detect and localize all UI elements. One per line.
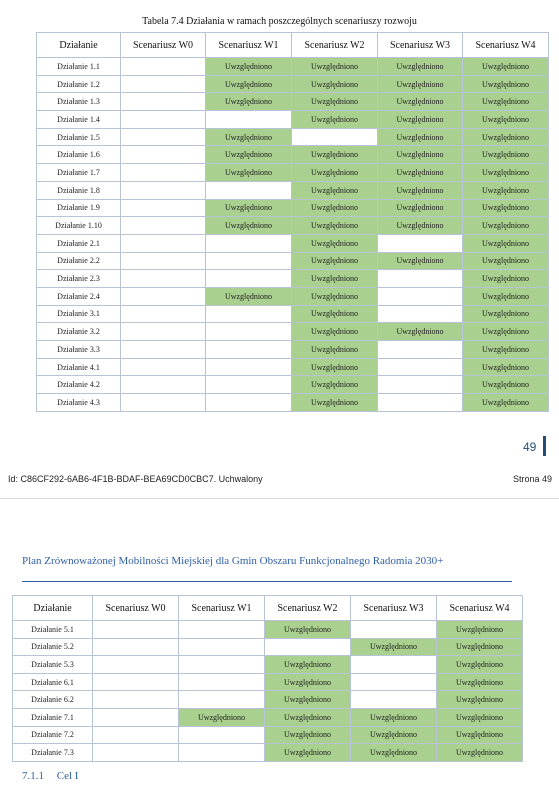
included-cell: Uwzględniono bbox=[265, 656, 351, 674]
empty-cell bbox=[121, 217, 206, 235]
page-number: 49 bbox=[523, 440, 537, 454]
empty-cell bbox=[93, 726, 179, 744]
empty-cell bbox=[121, 146, 206, 164]
included-cell: Uwzględniono bbox=[437, 708, 523, 726]
empty-cell bbox=[93, 673, 179, 691]
column-header: Scenariusz W3 bbox=[378, 33, 463, 58]
included-cell: Uwzględniono bbox=[463, 341, 549, 359]
empty-cell bbox=[378, 234, 463, 252]
included-cell: Uwzględniono bbox=[463, 146, 549, 164]
included-cell: Uwzględniono bbox=[351, 726, 437, 744]
table-row bbox=[37, 111, 549, 129]
included-cell: Uwzględniono bbox=[378, 58, 463, 76]
action-name-cell: Działanie 5.3 bbox=[13, 656, 93, 674]
included-cell: Uwzględniono bbox=[179, 708, 265, 726]
included-cell: Uwzględniono bbox=[206, 164, 292, 182]
included-cell: Uwzględniono bbox=[292, 341, 378, 359]
included-cell: Uwzględniono bbox=[292, 111, 378, 129]
included-cell: Uwzględniono bbox=[292, 164, 378, 182]
page-footer-label: Strona 49 bbox=[512, 474, 552, 484]
empty-cell bbox=[206, 252, 292, 270]
action-name-cell: Działanie 1.3 bbox=[37, 93, 121, 111]
empty-cell bbox=[179, 744, 265, 762]
included-cell: Uwzględniono bbox=[463, 128, 549, 146]
empty-cell bbox=[179, 656, 265, 674]
included-cell: Uwzględniono bbox=[378, 199, 463, 217]
table-row bbox=[13, 673, 523, 691]
included-cell: Uwzględniono bbox=[463, 111, 549, 129]
empty-cell bbox=[179, 673, 265, 691]
included-cell: Uwzględniono bbox=[463, 58, 549, 76]
empty-cell bbox=[378, 305, 463, 323]
action-name-cell: Działanie 4.3 bbox=[37, 394, 121, 412]
table-row bbox=[37, 93, 549, 111]
empty-cell bbox=[121, 358, 206, 376]
included-cell: Uwzględniono bbox=[292, 58, 378, 76]
included-cell: Uwzględniono bbox=[351, 744, 437, 762]
included-cell: Uwzględniono bbox=[378, 128, 463, 146]
action-name-cell: Działanie 1.8 bbox=[37, 181, 121, 199]
empty-cell bbox=[378, 394, 463, 412]
included-cell: Uwzględniono bbox=[265, 744, 351, 762]
included-cell: Uwzględniono bbox=[292, 146, 378, 164]
table-row bbox=[37, 270, 549, 288]
table-row bbox=[37, 252, 549, 270]
included-cell: Uwzględniono bbox=[437, 621, 523, 639]
table-row bbox=[37, 376, 549, 394]
action-name-cell: Działanie 6.1 bbox=[13, 673, 93, 691]
empty-cell bbox=[121, 394, 206, 412]
page-separator bbox=[0, 498, 559, 499]
included-cell: Uwzględniono bbox=[437, 673, 523, 691]
empty-cell bbox=[121, 252, 206, 270]
included-cell: Uwzględniono bbox=[378, 252, 463, 270]
table-row bbox=[13, 621, 523, 639]
included-cell: Uwzględniono bbox=[463, 270, 549, 288]
empty-cell bbox=[93, 744, 179, 762]
included-cell: Uwzględniono bbox=[463, 358, 549, 376]
section-number: 7.1.1 bbox=[22, 770, 44, 782]
table-row bbox=[13, 744, 523, 762]
empty-cell bbox=[93, 691, 179, 709]
empty-cell bbox=[206, 341, 292, 359]
table-row bbox=[37, 358, 549, 376]
table-row bbox=[37, 75, 549, 93]
column-header: Scenariusz W3 bbox=[351, 596, 437, 621]
included-cell: Uwzględniono bbox=[206, 75, 292, 93]
included-cell: Uwzględniono bbox=[378, 217, 463, 235]
title-underline bbox=[22, 581, 512, 582]
action-name-cell: Działanie 7.3 bbox=[13, 744, 93, 762]
empty-cell bbox=[121, 128, 206, 146]
included-cell: Uwzględniono bbox=[265, 708, 351, 726]
action-name-cell: Działanie 1.5 bbox=[37, 128, 121, 146]
empty-cell bbox=[121, 341, 206, 359]
empty-cell bbox=[121, 75, 206, 93]
included-cell: Uwzględniono bbox=[463, 323, 549, 341]
column-header: Scenariusz W0 bbox=[121, 33, 206, 58]
column-header: Scenariusz W1 bbox=[179, 596, 265, 621]
document-id-footer: Id: C86CF292-6AB6-4F1B-BDAF-BEA69CD0CBC7. Uchwalony bbox=[8, 474, 263, 484]
included-cell: Uwzględniono bbox=[378, 164, 463, 182]
included-cell: Uwzględniono bbox=[292, 376, 378, 394]
table-row bbox=[37, 234, 549, 252]
action-name-cell: Działanie 1.6 bbox=[37, 146, 121, 164]
included-cell: Uwzględniono bbox=[292, 323, 378, 341]
table-row bbox=[13, 638, 523, 656]
action-name-cell: Działanie 4.2 bbox=[37, 376, 121, 394]
table-row bbox=[37, 217, 549, 235]
included-cell: Uwzględniono bbox=[463, 252, 549, 270]
empty-cell bbox=[206, 270, 292, 288]
included-cell: Uwzględniono bbox=[292, 252, 378, 270]
included-cell: Uwzględniono bbox=[463, 394, 549, 412]
action-name-cell: Działanie 3.3 bbox=[37, 341, 121, 359]
action-name-cell: Działanie 3.2 bbox=[37, 323, 121, 341]
empty-cell bbox=[351, 621, 437, 639]
included-cell: Uwzględniono bbox=[292, 234, 378, 252]
empty-cell bbox=[121, 305, 206, 323]
column-header: Scenariusz W1 bbox=[206, 33, 292, 58]
action-name-cell: Działanie 2.4 bbox=[37, 287, 121, 305]
action-name-cell: Działanie 6.2 bbox=[13, 691, 93, 709]
included-cell: Uwzględniono bbox=[463, 287, 549, 305]
empty-cell bbox=[351, 691, 437, 709]
column-header: Działanie bbox=[13, 596, 93, 621]
included-cell: Uwzględniono bbox=[265, 726, 351, 744]
action-name-cell: Działanie 3.1 bbox=[37, 305, 121, 323]
included-cell: Uwzględniono bbox=[292, 305, 378, 323]
included-cell: Uwzględniono bbox=[463, 199, 549, 217]
empty-cell bbox=[93, 656, 179, 674]
included-cell: Uwzględniono bbox=[351, 638, 437, 656]
action-name-cell: Działanie 1.7 bbox=[37, 164, 121, 182]
included-cell: Uwzględniono bbox=[463, 93, 549, 111]
included-cell: Uwzględniono bbox=[206, 146, 292, 164]
empty-cell bbox=[351, 656, 437, 674]
included-cell: Uwzględniono bbox=[437, 744, 523, 762]
column-header: Scenariusz W4 bbox=[463, 33, 549, 58]
included-cell: Uwzględniono bbox=[463, 234, 549, 252]
included-cell: Uwzględniono bbox=[206, 93, 292, 111]
empty-cell bbox=[206, 358, 292, 376]
table-row bbox=[37, 323, 549, 341]
empty-cell bbox=[179, 691, 265, 709]
empty-cell bbox=[378, 270, 463, 288]
empty-cell bbox=[378, 341, 463, 359]
empty-cell bbox=[206, 234, 292, 252]
empty-cell bbox=[121, 323, 206, 341]
action-name-cell: Działanie 2.2 bbox=[37, 252, 121, 270]
document-title: Plan Zrównoważonej Mobilności Miejskiej dla Gmin Obszaru Funkcjonalnego Radomia 2030+ bbox=[22, 555, 444, 567]
included-cell: Uwzględniono bbox=[292, 287, 378, 305]
included-cell: Uwzględniono bbox=[378, 75, 463, 93]
table-row bbox=[37, 146, 549, 164]
empty-cell bbox=[206, 394, 292, 412]
table-row bbox=[37, 287, 549, 305]
empty-cell bbox=[378, 376, 463, 394]
included-cell: Uwzględniono bbox=[292, 217, 378, 235]
table-row bbox=[37, 394, 549, 412]
included-cell: Uwzględniono bbox=[463, 376, 549, 394]
included-cell: Uwzględniono bbox=[463, 305, 549, 323]
empty-cell bbox=[378, 287, 463, 305]
table-row bbox=[37, 305, 549, 323]
section-heading bbox=[22, 770, 78, 782]
included-cell: Uwzględniono bbox=[206, 287, 292, 305]
included-cell: Uwzględniono bbox=[206, 128, 292, 146]
empty-cell bbox=[121, 287, 206, 305]
included-cell: Uwzględniono bbox=[351, 708, 437, 726]
table-row bbox=[13, 726, 523, 744]
empty-cell bbox=[121, 58, 206, 76]
table-row bbox=[37, 181, 549, 199]
empty-cell bbox=[93, 621, 179, 639]
scenario-actions-table-1 bbox=[36, 32, 549, 412]
scenario-actions-table-2 bbox=[12, 595, 523, 762]
empty-cell bbox=[121, 93, 206, 111]
column-header: Scenariusz W0 bbox=[93, 596, 179, 621]
column-header: Scenariusz W2 bbox=[265, 596, 351, 621]
empty-cell bbox=[378, 358, 463, 376]
included-cell: Uwzględniono bbox=[206, 199, 292, 217]
empty-cell bbox=[206, 323, 292, 341]
table-caption: Tabela 7.4 Działania w ramach poszczególnych scenariuszy rozwoju bbox=[142, 16, 417, 27]
page-number-bar bbox=[543, 436, 546, 456]
included-cell: Uwzględniono bbox=[378, 323, 463, 341]
empty-cell bbox=[179, 621, 265, 639]
included-cell: Uwzględniono bbox=[292, 394, 378, 412]
table-header-row bbox=[37, 33, 549, 58]
empty-cell bbox=[121, 181, 206, 199]
empty-cell bbox=[121, 111, 206, 129]
table-row bbox=[37, 341, 549, 359]
included-cell: Uwzględniono bbox=[463, 217, 549, 235]
empty-cell bbox=[121, 234, 206, 252]
included-cell: Uwzględniono bbox=[292, 75, 378, 93]
included-cell: Uwzględniono bbox=[463, 181, 549, 199]
included-cell: Uwzględniono bbox=[265, 673, 351, 691]
action-name-cell: Działanie 1.10 bbox=[37, 217, 121, 235]
empty-cell bbox=[93, 638, 179, 656]
included-cell: Uwzględniono bbox=[292, 358, 378, 376]
included-cell: Uwzględniono bbox=[292, 270, 378, 288]
included-cell: Uwzględniono bbox=[437, 638, 523, 656]
included-cell: Uwzględniono bbox=[378, 146, 463, 164]
action-name-cell: Działanie 5.2 bbox=[13, 638, 93, 656]
empty-cell bbox=[179, 638, 265, 656]
empty-cell bbox=[121, 199, 206, 217]
included-cell: Uwzględniono bbox=[437, 726, 523, 744]
empty-cell bbox=[121, 376, 206, 394]
included-cell: Uwzględniono bbox=[265, 621, 351, 639]
table-row bbox=[13, 691, 523, 709]
column-header: Działanie bbox=[37, 33, 121, 58]
empty-cell bbox=[121, 270, 206, 288]
empty-cell bbox=[206, 376, 292, 394]
table-header-row bbox=[13, 596, 523, 621]
empty-cell bbox=[206, 305, 292, 323]
action-name-cell: Działanie 1.4 bbox=[37, 111, 121, 129]
included-cell: Uwzględniono bbox=[292, 199, 378, 217]
table-row bbox=[37, 164, 549, 182]
table-row bbox=[37, 58, 549, 76]
empty-cell bbox=[206, 181, 292, 199]
action-name-cell: Działanie 2.1 bbox=[37, 234, 121, 252]
included-cell: Uwzględniono bbox=[206, 58, 292, 76]
included-cell: Uwzględniono bbox=[378, 111, 463, 129]
action-name-cell: Działanie 1.9 bbox=[37, 199, 121, 217]
included-cell: Uwzględniono bbox=[206, 217, 292, 235]
empty-cell bbox=[93, 708, 179, 726]
included-cell: Uwzględniono bbox=[292, 181, 378, 199]
action-name-cell: Działanie 4.1 bbox=[37, 358, 121, 376]
action-name-cell: Działanie 5.1 bbox=[13, 621, 93, 639]
action-name-cell: Działanie 1.2 bbox=[37, 75, 121, 93]
column-header: Scenariusz W2 bbox=[292, 33, 378, 58]
included-cell: Uwzględniono bbox=[437, 691, 523, 709]
empty-cell bbox=[179, 726, 265, 744]
action-name-cell: Działanie 1.1 bbox=[37, 58, 121, 76]
included-cell: Uwzględniono bbox=[463, 164, 549, 182]
included-cell: Uwzględniono bbox=[378, 93, 463, 111]
included-cell: Uwzględniono bbox=[292, 93, 378, 111]
included-cell: Uwzględniono bbox=[463, 75, 549, 93]
table-row bbox=[13, 656, 523, 674]
included-cell: Uwzględniono bbox=[378, 181, 463, 199]
included-cell: Uwzględniono bbox=[265, 691, 351, 709]
action-name-cell: Działanie 7.2 bbox=[13, 726, 93, 744]
table-row bbox=[37, 199, 549, 217]
action-name-cell: Działanie 2.3 bbox=[37, 270, 121, 288]
table-row bbox=[13, 708, 523, 726]
section-title: Cel I bbox=[56, 770, 79, 782]
empty-cell bbox=[121, 164, 206, 182]
empty-cell bbox=[292, 128, 378, 146]
table-row bbox=[37, 128, 549, 146]
empty-cell bbox=[206, 111, 292, 129]
included-cell: Uwzględniono bbox=[437, 656, 523, 674]
action-name-cell: Działanie 7.1 bbox=[13, 708, 93, 726]
column-header: Scenariusz W4 bbox=[437, 596, 523, 621]
empty-cell bbox=[265, 638, 351, 656]
empty-cell bbox=[351, 673, 437, 691]
